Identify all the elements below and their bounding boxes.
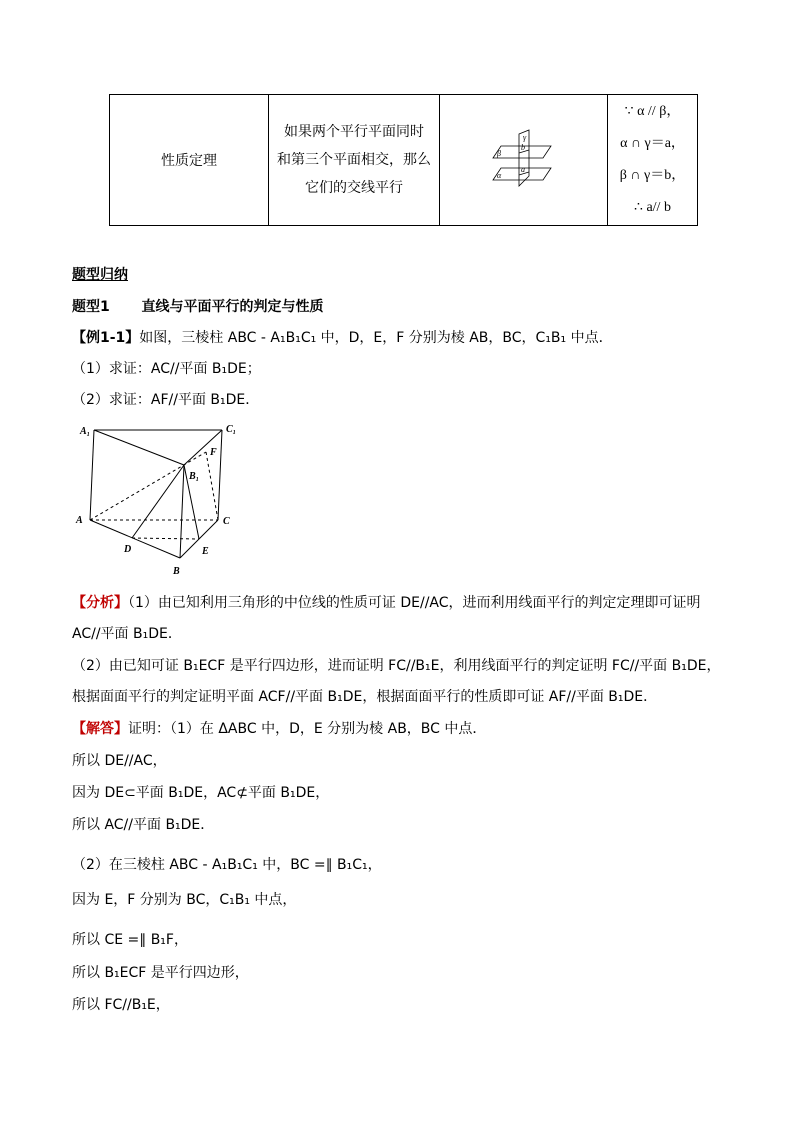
example-statement bbox=[72, 327, 613, 347]
analysis-line-1 bbox=[72, 592, 701, 612]
analysis-line-4: 根据面面平行的判定证明平面 ACF//平面 B₁DE，根据面面平行的性质即可证 AF//平面 B₁DE． bbox=[72, 689, 658, 705]
solution-text: 证明：（1）在 ΔABC 中，D，E 分别为棱 AB，BC 中点． bbox=[128, 721, 487, 737]
label-B: B bbox=[173, 566, 180, 577]
solution-line-6: 因为 E，F 分别为 BC，C₁B₁ 中点， bbox=[72, 892, 297, 908]
label-B1: B₁ bbox=[189, 471, 200, 482]
symbol-line: β ∩ γ＝b， bbox=[619, 168, 686, 183]
type-title: 直线与平面平行的判定与性质 bbox=[141, 299, 324, 315]
desc-line: 和第三个平面相交，那么 bbox=[277, 152, 431, 168]
analysis-line-3: （2）由已知可证 B₁ECF 是平行四边形，进而证明 FC//B₁E，利用线面平行的判定证明 FC//平面 B₁DE， bbox=[72, 658, 721, 674]
label-alpha: α bbox=[496, 171, 501, 180]
label-A: A bbox=[76, 515, 83, 526]
solution-line-7: 所以 CE =∥ B₁F， bbox=[72, 932, 188, 948]
label-F: F bbox=[210, 447, 217, 458]
solution-line-9: 所以 FC//B₁E， bbox=[72, 997, 170, 1013]
symbol-line: ∴ a// b bbox=[634, 200, 671, 215]
theorem-symbols-cell bbox=[608, 95, 698, 226]
theorem-diagram-cell bbox=[440, 95, 608, 226]
table-row bbox=[110, 95, 698, 226]
theorem-table bbox=[109, 94, 698, 226]
label-C1: C₁ bbox=[226, 424, 237, 435]
solution-line-5: （2）在三棱柱 ABC - A₁B₁C₁ 中，BC =∥ B₁C₁， bbox=[72, 857, 382, 873]
desc-line: 如果两个平行平面同时 bbox=[284, 124, 424, 140]
label-A1: A₁ bbox=[80, 426, 91, 437]
section-heading: 题型归纳 bbox=[72, 267, 128, 283]
label-a: a bbox=[520, 165, 525, 174]
type-label: 题型1 bbox=[72, 299, 110, 315]
example-question-2: （2）求证：AF//平面 B₁DE． bbox=[72, 392, 260, 408]
example-tag: 【例1-1】 bbox=[72, 330, 140, 346]
label-gamma: γ bbox=[522, 133, 526, 142]
label-b: b bbox=[520, 143, 525, 152]
symbol-line: α ∩ γ＝a， bbox=[620, 136, 685, 151]
analysis-text: （1）由已知利用三角形的中位线的性质可证 DE//AC，进而利用线面平行的判定定理即可证明 bbox=[128, 595, 701, 611]
label-C: C bbox=[223, 516, 230, 527]
symbol-line: ∵ α // β， bbox=[624, 104, 681, 119]
solution-line-8: 所以 B₁ECF 是平行四边形， bbox=[72, 965, 249, 981]
analysis-tag: 【分析】 bbox=[72, 595, 128, 611]
solution-line-2: 所以 DE//AC， bbox=[72, 753, 167, 769]
example-text: 如图，三棱柱 ABC - A₁B₁C₁ 中，D，E，F 分别为棱 AB，BC，C₁B₁ 中点． bbox=[139, 330, 613, 346]
solution-line-4: 所以 AC//平面 B₁DE． bbox=[72, 817, 215, 833]
analysis-line-2: AC//平面 B₁DE． bbox=[72, 626, 182, 642]
label-E: E bbox=[202, 546, 209, 557]
label-D: D bbox=[124, 544, 132, 555]
solution-line-1 bbox=[72, 718, 486, 738]
prism-figure bbox=[72, 420, 252, 578]
theorem-desc-cell bbox=[269, 95, 440, 226]
example-question-1: （1）求证：AC//平面 B₁DE； bbox=[72, 361, 261, 377]
type-heading bbox=[72, 296, 324, 316]
parallel-planes-diagram bbox=[489, 128, 559, 188]
solution-tag: 【解答】 bbox=[72, 721, 128, 737]
solution-line-3: 因为 DE⊂平面 B₁DE，AC⊄平面 B₁DE， bbox=[72, 785, 330, 801]
label-beta: β bbox=[496, 149, 501, 158]
desc-line: 它们的交线平行 bbox=[305, 180, 403, 196]
theorem-name-cell: 性质定理 bbox=[110, 95, 269, 226]
